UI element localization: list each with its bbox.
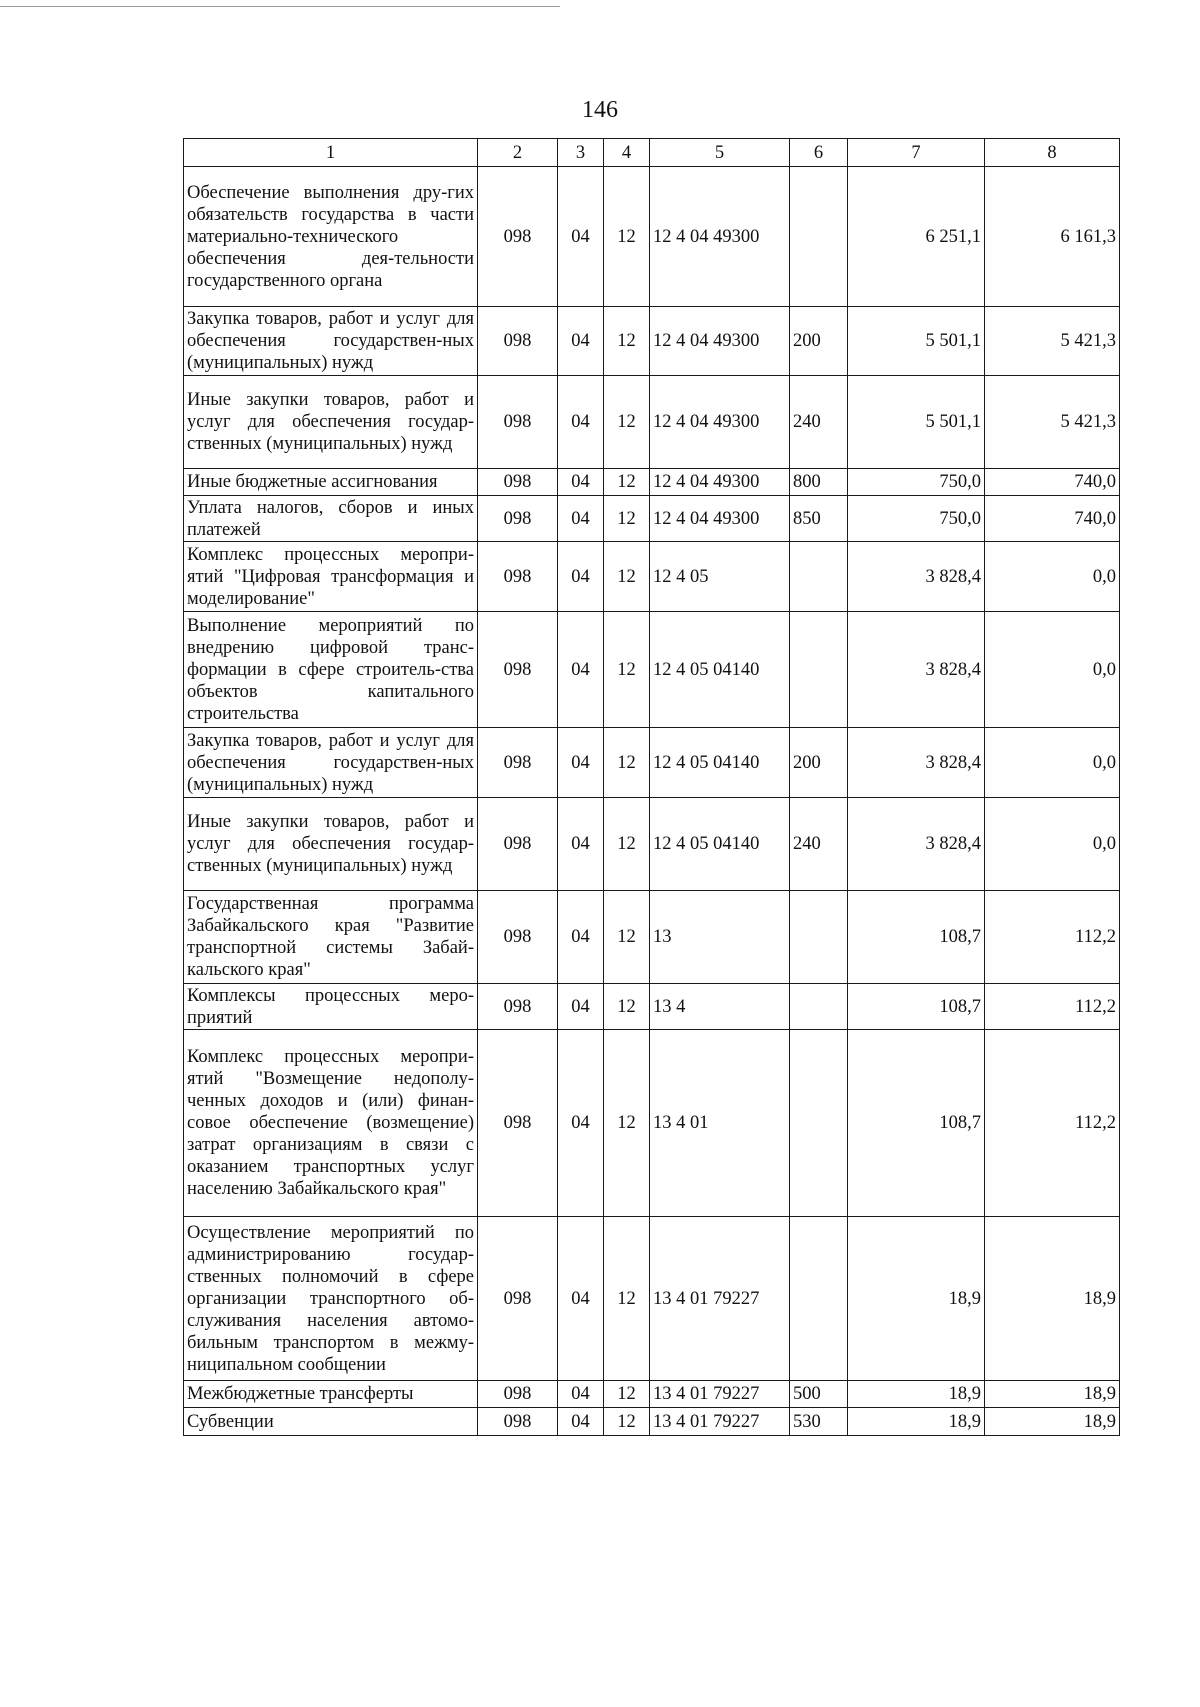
row-name: Иные закупки товаров, работ и услуг для обеспечения государ-ственных (муниципальных) нужд (184, 376, 478, 469)
table-row (184, 376, 1120, 469)
table-row (184, 1030, 1120, 1217)
cell-section: 04 (558, 1030, 604, 1217)
table-row (184, 612, 1120, 728)
cell-amount-col8: 112,2 (985, 891, 1120, 984)
row-name: Выполнение мероприятий по внедрению цифровой транс-формации в сфере строитель-ства объектов капитального строительства (184, 612, 478, 728)
column-header: 6 (790, 139, 848, 167)
cell-code: 098 (478, 1030, 558, 1217)
cell-code: 098 (478, 542, 558, 612)
cell-subsection: 12 (604, 1381, 650, 1408)
table-row (184, 167, 1120, 307)
cell-expense-type (790, 542, 848, 612)
row-name: Субвенции (184, 1408, 478, 1436)
cell-expense-type: 240 (790, 376, 848, 469)
cell-section: 04 (558, 1381, 604, 1408)
cell-target-article: 12 4 04 49300 (650, 307, 790, 376)
cell-section: 04 (558, 612, 604, 728)
cell-code: 098 (478, 1217, 558, 1381)
cell-amount-col8: 18,9 (985, 1381, 1120, 1408)
cell-code: 098 (478, 728, 558, 798)
cell-code: 098 (478, 167, 558, 307)
cell-section: 04 (558, 469, 604, 496)
row-name: Государственная программа Забайкальского края "Развитие транспортной системы Забай-кальского края" (184, 891, 478, 984)
cell-amount-col7: 108,7 (848, 984, 985, 1030)
row-name: Иные закупки товаров, работ и услуг для обеспечения государ-ственных (муниципальных) нужд (184, 798, 478, 891)
cell-amount-col7: 18,9 (848, 1408, 985, 1436)
cell-code: 098 (478, 469, 558, 496)
cell-code: 098 (478, 891, 558, 984)
table-row (184, 891, 1120, 984)
cell-amount-col7: 3 828,4 (848, 542, 985, 612)
cell-section: 04 (558, 167, 604, 307)
cell-code: 098 (478, 496, 558, 542)
column-header: 4 (604, 139, 650, 167)
cell-amount-col8: 112,2 (985, 1030, 1120, 1217)
table-row (184, 1381, 1120, 1408)
cell-subsection: 12 (604, 307, 650, 376)
cell-target-article: 13 4 01 79227 (650, 1381, 790, 1408)
cell-amount-col7: 108,7 (848, 1030, 985, 1217)
row-name: Комплекс процессных меропри-ятий "Возмещение недополу-ченных доходов и (или) финан-совое обеспечение (возмещение) затрат организациям в связи с оказанием транспортных услуг населению Забайкальского края" (184, 1030, 478, 1217)
cell-target-article: 13 4 01 79227 (650, 1408, 790, 1436)
cell-expense-type (790, 167, 848, 307)
cell-target-article: 12 4 05 04140 (650, 612, 790, 728)
cell-target-article: 12 4 05 (650, 542, 790, 612)
cell-target-article: 12 4 04 49300 (650, 167, 790, 307)
cell-code: 098 (478, 1381, 558, 1408)
cell-subsection: 12 (604, 496, 650, 542)
cell-target-article: 12 4 04 49300 (650, 469, 790, 496)
cell-code: 098 (478, 798, 558, 891)
cell-subsection: 12 (604, 1030, 650, 1217)
cell-subsection: 12 (604, 612, 650, 728)
column-header: 8 (985, 139, 1120, 167)
table-header-row (184, 139, 1120, 167)
cell-amount-col8: 6 161,3 (985, 167, 1120, 307)
column-header: 1 (184, 139, 478, 167)
cell-subsection: 12 (604, 984, 650, 1030)
row-name: Уплата налогов, сборов и иных платежей (184, 496, 478, 542)
cell-section: 04 (558, 891, 604, 984)
cell-amount-col8: 740,0 (985, 496, 1120, 542)
cell-amount-col8: 0,0 (985, 612, 1120, 728)
cell-code: 098 (478, 376, 558, 469)
cell-target-article: 12 4 05 04140 (650, 728, 790, 798)
row-name: Межбюджетные трансферты (184, 1381, 478, 1408)
cell-expense-type (790, 891, 848, 984)
cell-target-article: 12 4 05 04140 (650, 798, 790, 891)
table-row (184, 728, 1120, 798)
cell-amount-col8: 0,0 (985, 542, 1120, 612)
cell-subsection: 12 (604, 469, 650, 496)
row-name: Закупка товаров, работ и услуг для обеспечения государствен-ных (муниципальных) нужд (184, 728, 478, 798)
column-header: 3 (558, 139, 604, 167)
cell-expense-type (790, 612, 848, 728)
cell-target-article: 13 4 01 (650, 1030, 790, 1217)
cell-section: 04 (558, 798, 604, 891)
column-header: 7 (848, 139, 985, 167)
cell-expense-type: 530 (790, 1408, 848, 1436)
cell-expense-type (790, 1030, 848, 1217)
cell-expense-type (790, 984, 848, 1030)
cell-amount-col8: 18,9 (985, 1217, 1120, 1381)
cell-amount-col7: 3 828,4 (848, 612, 985, 728)
cell-target-article: 12 4 04 49300 (650, 376, 790, 469)
cell-expense-type: 850 (790, 496, 848, 542)
cell-target-article: 12 4 04 49300 (650, 496, 790, 542)
cell-subsection: 12 (604, 798, 650, 891)
cell-subsection: 12 (604, 728, 650, 798)
cell-subsection: 12 (604, 167, 650, 307)
row-name: Закупка товаров, работ и услуг для обеспечения государствен-ных (муниципальных) нужд (184, 307, 478, 376)
column-header: 5 (650, 139, 790, 167)
table-row (184, 798, 1120, 891)
budget-table (183, 138, 1120, 1436)
cell-code: 098 (478, 612, 558, 728)
cell-section: 04 (558, 376, 604, 469)
cell-section: 04 (558, 542, 604, 612)
cell-code: 098 (478, 1408, 558, 1436)
cell-expense-type: 200 (790, 307, 848, 376)
row-name: Осуществление мероприятий по администрированию государ-ственных полномочий в сфере организации транспортного об-служивания населения автомо-бильным транспортом в межму-ниципальном сообщении (184, 1217, 478, 1381)
row-name: Комплексы процессных меро-приятий (184, 984, 478, 1030)
cell-section: 04 (558, 728, 604, 798)
cell-expense-type: 200 (790, 728, 848, 798)
cell-subsection: 12 (604, 1408, 650, 1436)
cell-amount-col7: 3 828,4 (848, 798, 985, 891)
cell-section: 04 (558, 496, 604, 542)
cell-amount-col8: 0,0 (985, 728, 1120, 798)
cell-section: 04 (558, 307, 604, 376)
page-number: 146 (582, 97, 618, 123)
cell-amount-col8: 5 421,3 (985, 376, 1120, 469)
cell-expense-type: 500 (790, 1381, 848, 1408)
cell-expense-type: 800 (790, 469, 848, 496)
cell-subsection: 12 (604, 1217, 650, 1381)
cell-target-article: 13 4 01 79227 (650, 1217, 790, 1381)
cell-code: 098 (478, 984, 558, 1030)
table-row (184, 496, 1120, 542)
cell-section: 04 (558, 1408, 604, 1436)
table-row (184, 469, 1120, 496)
cell-amount-col8: 112,2 (985, 984, 1120, 1030)
cell-amount-col7: 6 251,1 (848, 167, 985, 307)
cell-amount-col7: 750,0 (848, 469, 985, 496)
cell-amount-col7: 18,9 (848, 1381, 985, 1408)
cell-amount-col8: 740,0 (985, 469, 1120, 496)
table-row (184, 307, 1120, 376)
cell-subsection: 12 (604, 376, 650, 469)
table-row (184, 542, 1120, 612)
table-row (184, 1408, 1120, 1436)
cell-amount-col7: 3 828,4 (848, 728, 985, 798)
row-name: Иные бюджетные ассигнования (184, 469, 478, 496)
column-header: 2 (478, 139, 558, 167)
cell-amount-col7: 18,9 (848, 1217, 985, 1381)
cell-subsection: 12 (604, 891, 650, 984)
row-name: Комплекс процессных меропри-ятий "Цифровая трансформация и моделирование" (184, 542, 478, 612)
cell-section: 04 (558, 1217, 604, 1381)
cell-amount-col8: 18,9 (985, 1408, 1120, 1436)
cell-amount-col7: 108,7 (848, 891, 985, 984)
cell-section: 04 (558, 984, 604, 1030)
cell-amount-col8: 5 421,3 (985, 307, 1120, 376)
table-row (184, 1217, 1120, 1381)
cell-expense-type (790, 1217, 848, 1381)
table-row (184, 984, 1120, 1030)
cell-amount-col8: 0,0 (985, 798, 1120, 891)
cell-expense-type: 240 (790, 798, 848, 891)
cell-target-article: 13 (650, 891, 790, 984)
cell-target-article: 13 4 (650, 984, 790, 1030)
cell-code: 098 (478, 307, 558, 376)
row-name: Обеспечение выполнения дру-гих обязательств государства в части материально-технического обеспечения дея-тельности государственного органа (184, 167, 478, 307)
cell-amount-col7: 750,0 (848, 496, 985, 542)
cell-subsection: 12 (604, 542, 650, 612)
cell-amount-col7: 5 501,1 (848, 307, 985, 376)
scan-edge-line (0, 6, 560, 7)
cell-amount-col7: 5 501,1 (848, 376, 985, 469)
